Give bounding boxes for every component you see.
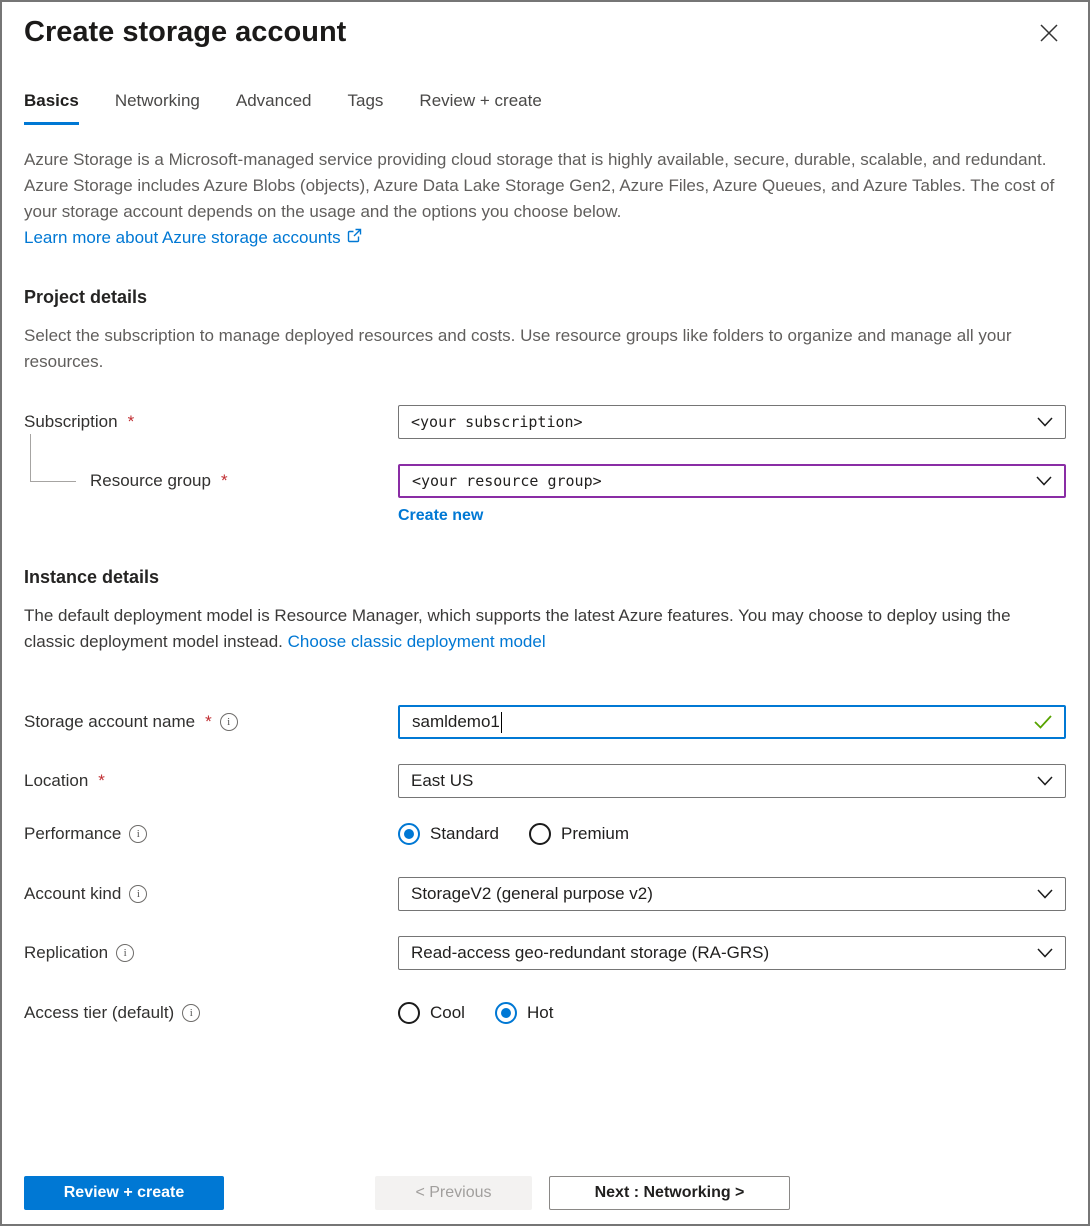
access-tier-label: Access tier (default) i [24, 1003, 398, 1023]
footer-action-bar [24, 1176, 1066, 1212]
account-kind-value: StorageV2 (general purpose v2) [411, 884, 653, 903]
tab-review-create[interactable]: Review + create [419, 91, 542, 110]
radio-hot-label: Hot [526, 1003, 554, 1022]
titlebar [2, 2, 1088, 49]
resource-group-row [24, 464, 1066, 498]
tab-bar [2, 91, 1088, 125]
project-details-description: Select the subscription to manage deployed resources and costs. Use resource groups like folders to organize and manage all your resources. [24, 326, 1012, 371]
choose-classic-deployment-link[interactable]: Choose classic deployment model [287, 632, 546, 651]
tab-advanced[interactable]: Advanced [235, 91, 312, 110]
valid-check-icon [1034, 715, 1052, 729]
access-tier-row [24, 1002, 1066, 1024]
text-caret [501, 712, 503, 733]
chevron-down-icon [1037, 889, 1053, 899]
account-kind-label: Account kind i [24, 884, 398, 904]
subscription-row [24, 405, 1066, 439]
location-dropdown[interactable] [398, 764, 1066, 798]
tab-tags[interactable]: Tags [347, 91, 384, 110]
chevron-down-icon [1037, 417, 1053, 427]
page-title: Create storage account [24, 16, 347, 48]
parent-child-connector-line [30, 434, 76, 482]
next-networking-button[interactable]: Next : Networking > [549, 1176, 790, 1210]
storage-account-name-input[interactable] [398, 705, 1066, 739]
radio-cool[interactable] [398, 1002, 465, 1024]
tab-basics[interactable]: Basics [24, 91, 79, 125]
radio-cool-label: Cool [430, 1003, 465, 1022]
location-value: East US [411, 771, 474, 790]
radio-selected-icon [495, 1002, 517, 1024]
radio-unselected-icon [398, 1002, 420, 1024]
required-asterisk: * [127, 412, 135, 431]
subscription-value: <your subscription> [411, 413, 583, 431]
performance-row [24, 823, 1066, 845]
replication-row [24, 936, 1066, 970]
required-asterisk: * [220, 471, 228, 490]
storage-account-name-value: samldemo1 [412, 712, 500, 731]
location-label: Location * [24, 771, 105, 790]
info-icon[interactable]: i [182, 1004, 200, 1022]
chevron-down-icon [1037, 776, 1053, 786]
learn-more-link-text: Learn more about Azure storage accounts [24, 228, 341, 247]
info-icon[interactable]: i [116, 944, 134, 962]
storage-account-name-row [24, 705, 1066, 739]
radio-selected-icon [398, 823, 420, 845]
info-icon[interactable]: i [129, 885, 147, 903]
required-asterisk: * [98, 771, 105, 790]
close-button[interactable] [1038, 22, 1060, 44]
performance-label: Performance i [24, 824, 398, 844]
resource-group-value: <your resource group> [412, 472, 602, 490]
radio-premium[interactable] [529, 823, 629, 845]
subscription-label: Subscription * [24, 412, 135, 431]
instance-details-description: The default deployment model is Resource Manager, which supports the latest Azure features. You may choose to deploy using the classic deployment model instead. Choose classic deployment model [24, 606, 1011, 651]
info-icon[interactable]: i [220, 713, 238, 731]
instance-details-heading: Instance details [24, 567, 160, 587]
radio-standard[interactable] [398, 823, 499, 845]
replication-dropdown[interactable] [398, 936, 1066, 970]
project-details-heading: Project details [24, 287, 148, 307]
performance-radio-group [398, 823, 1066, 845]
radio-unselected-icon [529, 823, 551, 845]
previous-button[interactable]: < Previous [375, 1176, 532, 1210]
info-icon[interactable]: i [129, 825, 147, 843]
storage-account-name-label: Storage account name * i [24, 712, 398, 732]
resource-group-dropdown[interactable] [398, 464, 1066, 498]
replication-label: Replication i [24, 943, 398, 963]
create-new-link[interactable]: Create new [398, 507, 484, 524]
external-link-icon [347, 225, 362, 251]
intro-paragraph: Azure Storage is a Microsoft-managed service providing cloud storage that is highly available, secure, durable, scalable, and redundant. Azure Storage includes Azure Blobs (objects), Azure Data Lake Storage Gen2, Azure Files, Azure Queues, and Azure Tables. The cost of your storage account depends on the usage and the options you choose below. [24, 150, 1055, 221]
radio-hot[interactable] [495, 1002, 553, 1024]
account-kind-row [24, 877, 1066, 911]
replication-value: Read-access geo-redundant storage (RA-GRS) [411, 943, 770, 962]
account-kind-dropdown[interactable] [398, 877, 1066, 911]
required-asterisk: * [205, 712, 212, 731]
radio-premium-label: Premium [561, 824, 630, 843]
radio-standard-label: Standard [430, 824, 499, 843]
tab-networking[interactable]: Networking [114, 91, 200, 110]
resource-group-label: Resource group * [90, 471, 228, 490]
chevron-down-icon [1037, 948, 1053, 958]
close-icon [1038, 31, 1060, 48]
chevron-down-icon [1036, 476, 1052, 486]
subscription-dropdown[interactable] [398, 405, 1066, 439]
learn-more-link[interactable] [24, 225, 362, 251]
review-create-button[interactable]: Review + create [24, 1176, 224, 1210]
access-tier-radio-group [398, 1002, 1066, 1024]
location-row [24, 764, 1066, 798]
